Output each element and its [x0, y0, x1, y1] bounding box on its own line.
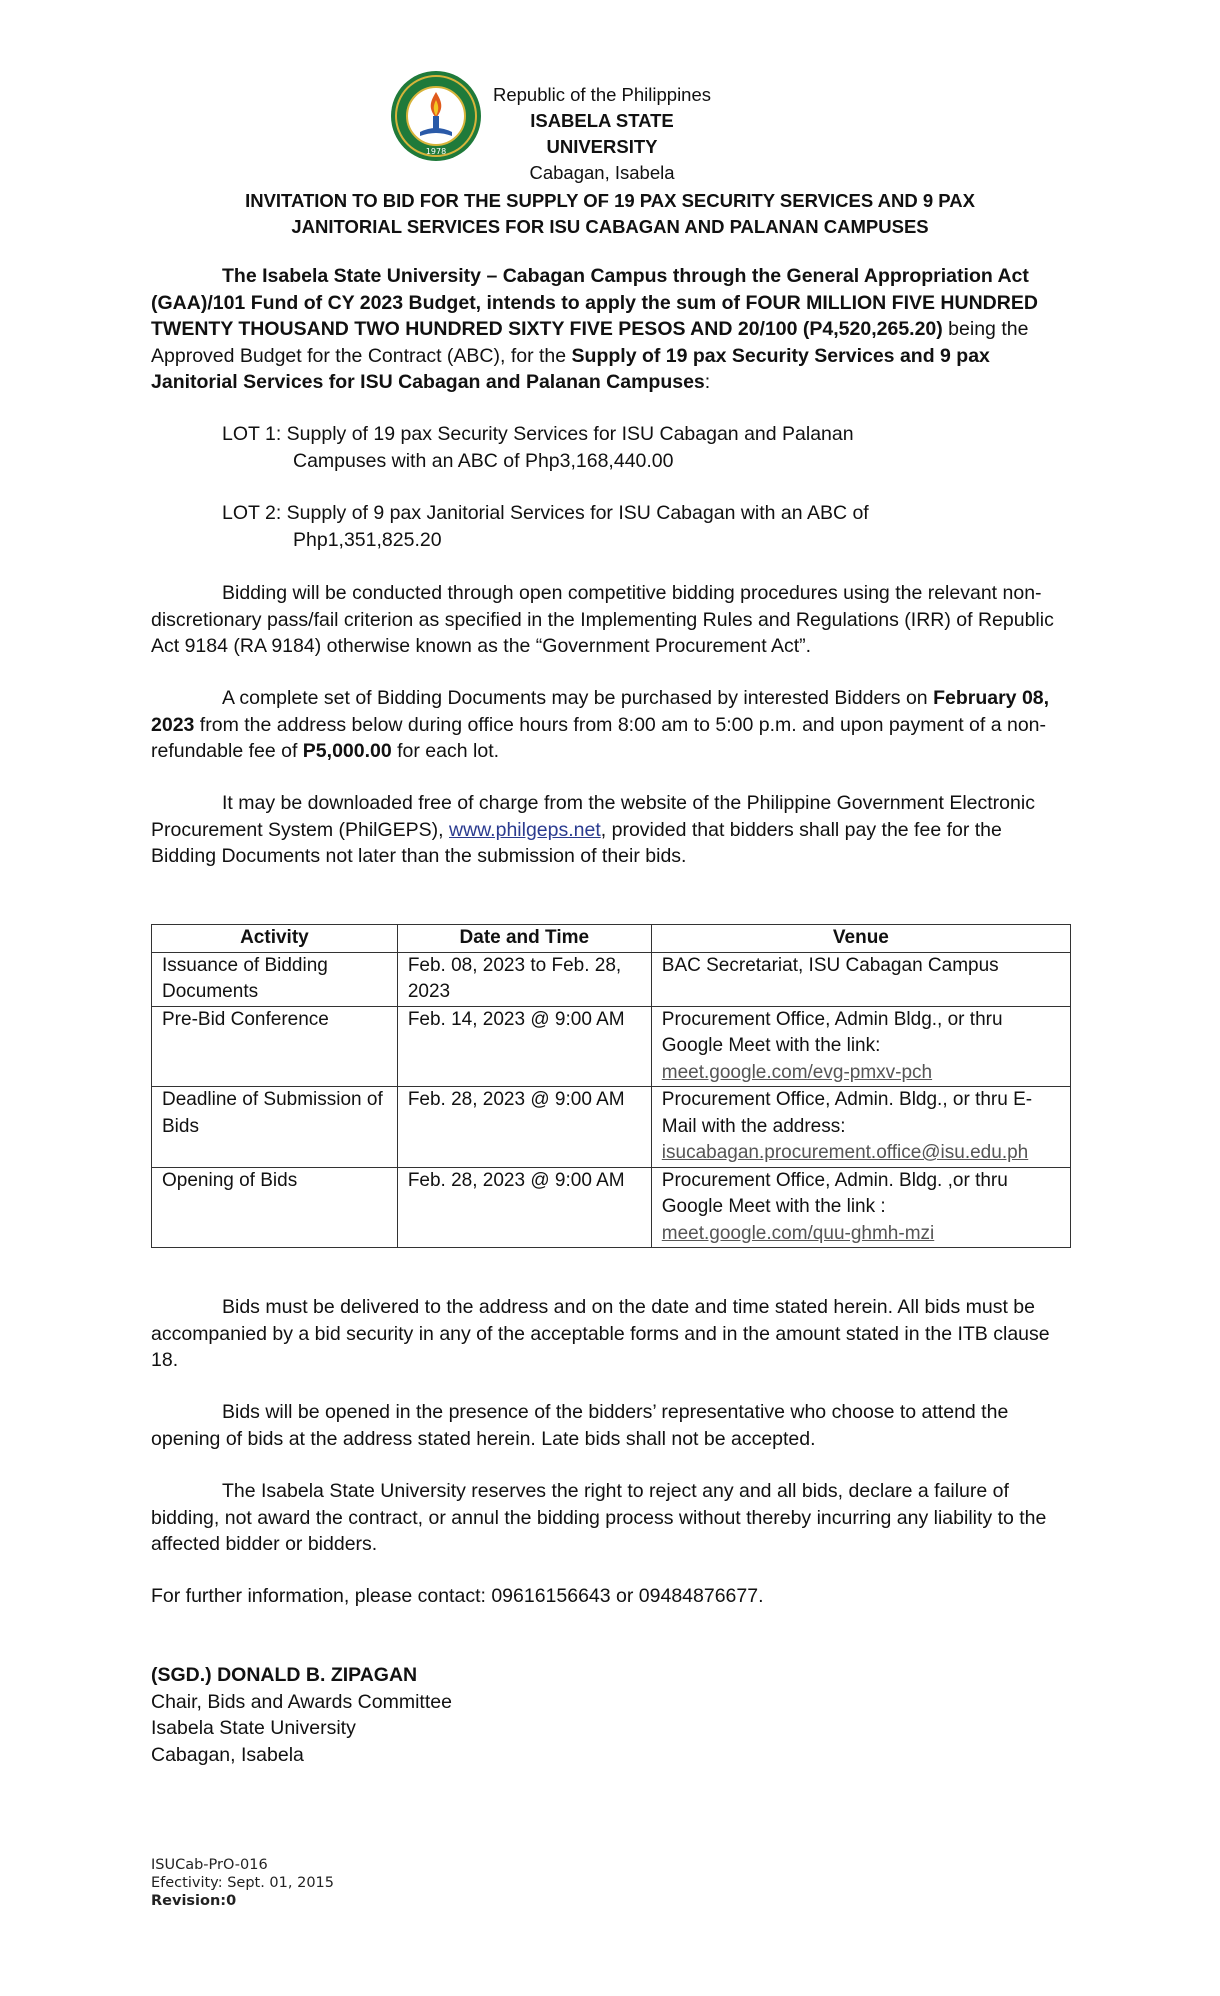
form-code: ISUCab-PrO-016: [151, 1857, 268, 1873]
table-row: [152, 1006, 1071, 1087]
philgeps-link[interactable]: www.philgeps.net: [449, 818, 601, 841]
signatory-location: Cabagan, Isabela: [151, 1743, 304, 1766]
bidding-documents-paragraph: A complete set of Bidding Documents may be purchased by interested Bidders on February 08, 2023 from the address below during office hours from 8:00 am to 5:00 p.m. and upon payment of a non-refundable fee of P5,000.00 for each lot.: [151, 687, 1050, 762]
cell-venue: Procurement Office, Admin. Bldg. ,or thru Google Meet with the link : meet.google.com/quu-ghmh-mzi: [651, 1167, 1070, 1248]
download-paragraph: It may be downloaded free of charge from the website of the Philippine Government Electronic Procurement System (PhilGEPS), www.philgeps.net, provided that bidders shall pay the fee for the Bidding Documents not later than the submission of their bids.: [151, 792, 1035, 867]
letterhead: [390, 70, 790, 183]
signatory-name: (SGD.) DONALD B. ZIPAGAN: [151, 1664, 418, 1686]
header-activity: Activity: [152, 925, 398, 953]
intro-text-2: :: [704, 371, 711, 393]
cell-activity: Opening of Bids: [152, 1167, 398, 1248]
cell-date: Feb. 08, 2023 to Feb. 28, 2023: [397, 952, 651, 1006]
cell-activity: Deadline of Submission of Bids: [152, 1087, 398, 1168]
lot-2-line-1: LOT 2: Supply of 9 pax Janitorial Services for ISU Cabagan with an ABC of: [222, 502, 869, 524]
rights-paragraph: The Isabela State University reserves the right to reject any and all bids, declare a failure of bidding, not award the contract, or annul the bidding process without thereby incurring any liability to the affected bidder or bidders.: [151, 1480, 1047, 1555]
cell-activity: Pre-Bid Conference: [152, 1006, 398, 1087]
submission-email-link[interactable]: isucabagan.procurement.office@isu.edu.ph: [661, 1142, 1029, 1163]
effectivity-date: Efectivity: Sept. 01, 2015: [151, 1875, 334, 1891]
opening-paragraph: Bids will be opened in the presence of the bidders’ representative who choose to attend the opening of bids at the address stated herein. Late bids shall not be accepted.: [151, 1401, 1009, 1450]
cell-activity: Issuance of Bidding Documents: [152, 952, 398, 1006]
lot-2: [222, 500, 922, 553]
prebid-meet-link[interactable]: meet.google.com/evg-pmxv-pch: [661, 1061, 933, 1083]
country-name: Republic of the Philippines: [492, 84, 712, 105]
table-row: [152, 1167, 1071, 1248]
letterhead-text: [482, 82, 722, 186]
document-fee: P5,000.00: [302, 740, 392, 762]
lot-1: [222, 421, 922, 474]
svg-text:1978: 1978: [425, 147, 447, 156]
cell-venue: Procurement Office, Admin. Bldg., or thru E-Mail with the address: isucabagan.procurement.office@isu.edu.ph: [651, 1087, 1070, 1168]
title-line-1: INVITATION TO BID FOR THE SUPPLY OF 19 PAX SECURITY SERVICES AND 9 PAX: [245, 190, 975, 211]
opening-meet-link[interactable]: meet.google.com/quu-ghmh-mzi: [661, 1222, 935, 1244]
lot-1-line-1: LOT 1: Supply of 19 pax Security Services for ISU Cabagan and Palanan: [222, 423, 854, 445]
bidding-paragraph: Bidding will be conducted through open competitive bidding procedures using the relevant non-discretionary pass/fail criterion as specified in the Implementing Rules and Regulations (IRR) of Republic Act 9184 (RA 9184) otherwise known as the “Government Procurement Act”.: [151, 582, 1054, 657]
university-name: ISABELA STATE UNIVERSITY: [530, 110, 674, 157]
lot-2-line-2: Php1,351,825.20: [293, 528, 442, 551]
contact-line: For further information, please contact: 09616156643 or 09484876677.: [151, 1585, 764, 1607]
intro-paragraph: [151, 263, 1071, 396]
document-title: [150, 188, 1070, 240]
cell-venue: Procurement Office, Admin Bldg., or thru Google Meet with the link: meet.google.com/evg-pmxv-pch: [651, 1006, 1070, 1087]
table-row: [152, 952, 1071, 1006]
delivery-paragraph: Bids must be delivered to the address and on the date and time stated herein. All bids must be accompanied by a bid security in any of the acceptable forms and in the amount stated in the ITB clause 18.: [151, 1296, 1050, 1371]
intro-bold-project: Supply of 19 pax Security Services and 9 pax Janitorial Services for ISU Cabagan and Palanan Campuses: [151, 344, 990, 393]
header-date-time: Date and Time: [397, 925, 651, 953]
signatory-org: Isabela State University: [151, 1717, 356, 1739]
signatory-block: [151, 1662, 1071, 1768]
header-venue: Venue: [651, 925, 1070, 953]
title-line-2: JANITORIAL SERVICES FOR ISU CABAGAN AND PALANAN CAMPUSES: [291, 216, 929, 237]
document-footer: [151, 1856, 334, 1910]
signatory-position: Chair, Bids and Awards Committee: [151, 1690, 452, 1713]
table-header-row: [152, 925, 1071, 953]
schedule-table: [151, 924, 1071, 1248]
purchase-date: February 08, 2023: [151, 687, 1050, 736]
campus-location: Cabagan, Isabela: [529, 162, 675, 183]
lot-1-line-2: Campuses with an ABC of Php3,168,440.00: [293, 449, 674, 472]
cell-venue: BAC Secretariat, ISU Cabagan Campus: [651, 952, 1070, 1006]
university-seal-icon: [390, 70, 482, 162]
cell-date: Feb. 28, 2023 @ 9:00 AM: [397, 1087, 651, 1168]
cell-date: Feb. 28, 2023 @ 9:00 AM: [397, 1167, 651, 1248]
revision-number: Revision:0: [151, 1893, 237, 1909]
table-row: [152, 1087, 1071, 1168]
cell-date: Feb. 14, 2023 @ 9:00 AM: [397, 1006, 651, 1087]
intro-bold-funding: The Isabela State University – Cabagan Campus through the General Appropriation Act (GAA)/101 Fund of CY 2023 Budget, intends to apply the sum of FOUR MILLION FIVE HUNDRED TWENTY THOUSAND TWO HUNDRED SIXTY FIVE PESOS AND 20/100 (P4,520,265.20): [151, 265, 1038, 340]
intro-text-1: being the Approved Budget for the Contract (ABC), for the: [151, 318, 1029, 367]
